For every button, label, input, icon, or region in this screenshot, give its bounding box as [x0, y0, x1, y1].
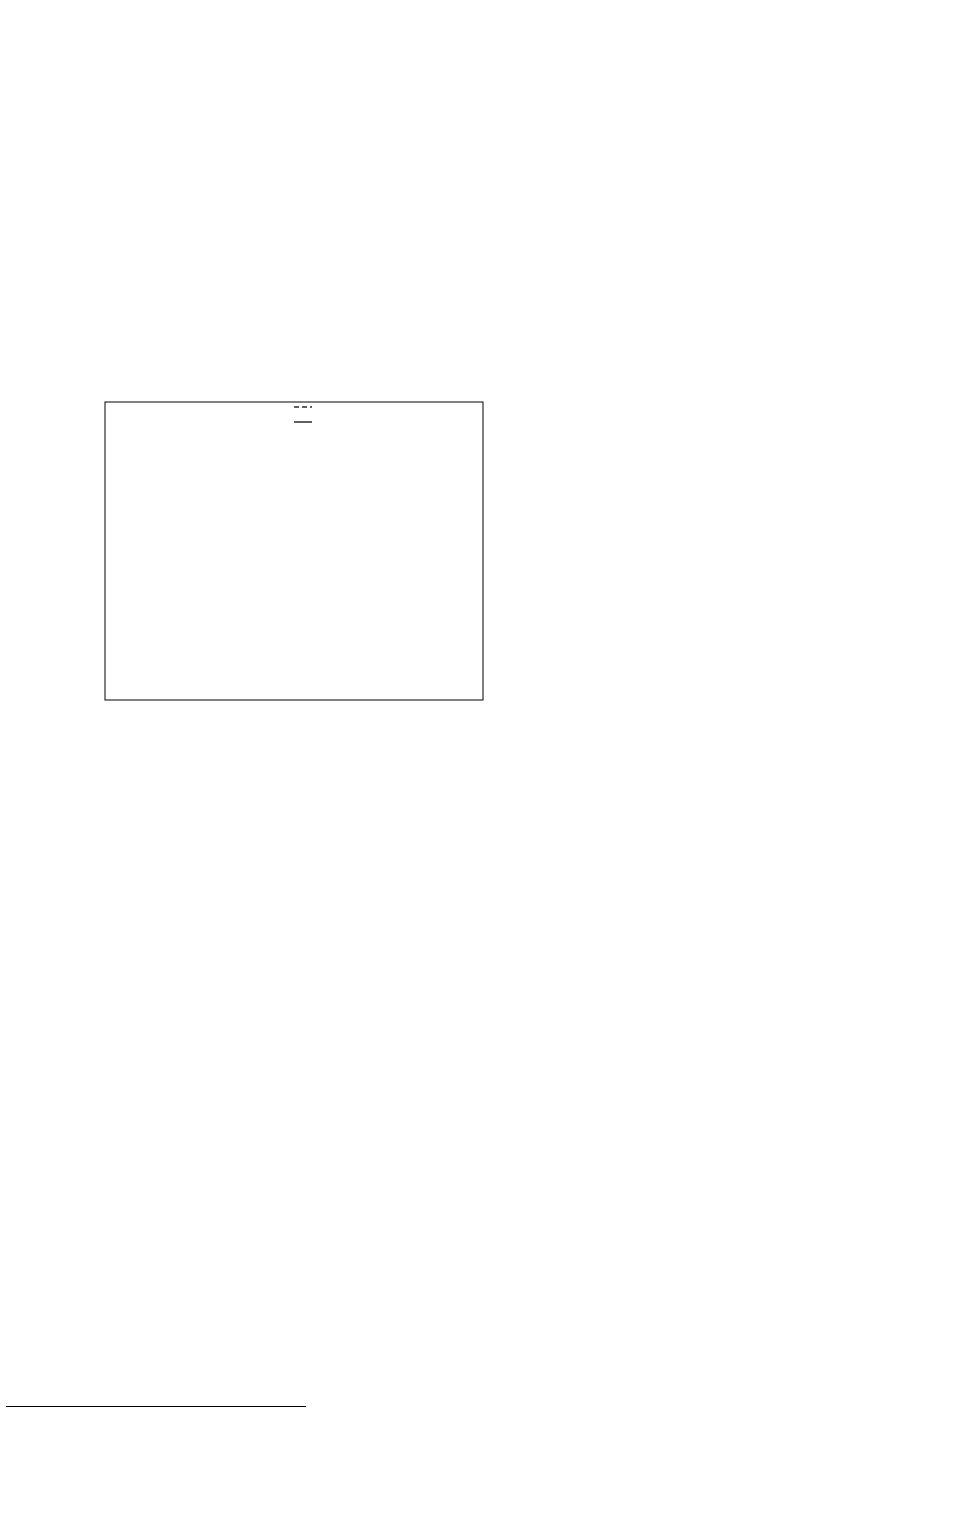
footnote-separator: [6, 1406, 306, 1407]
page-header: [6, 0, 954, 26]
plot-frame-left: [105, 402, 483, 700]
figure-3: [0, 380, 960, 760]
chart-outdoor: [105, 402, 483, 700]
threshold-legend: [294, 407, 312, 422]
